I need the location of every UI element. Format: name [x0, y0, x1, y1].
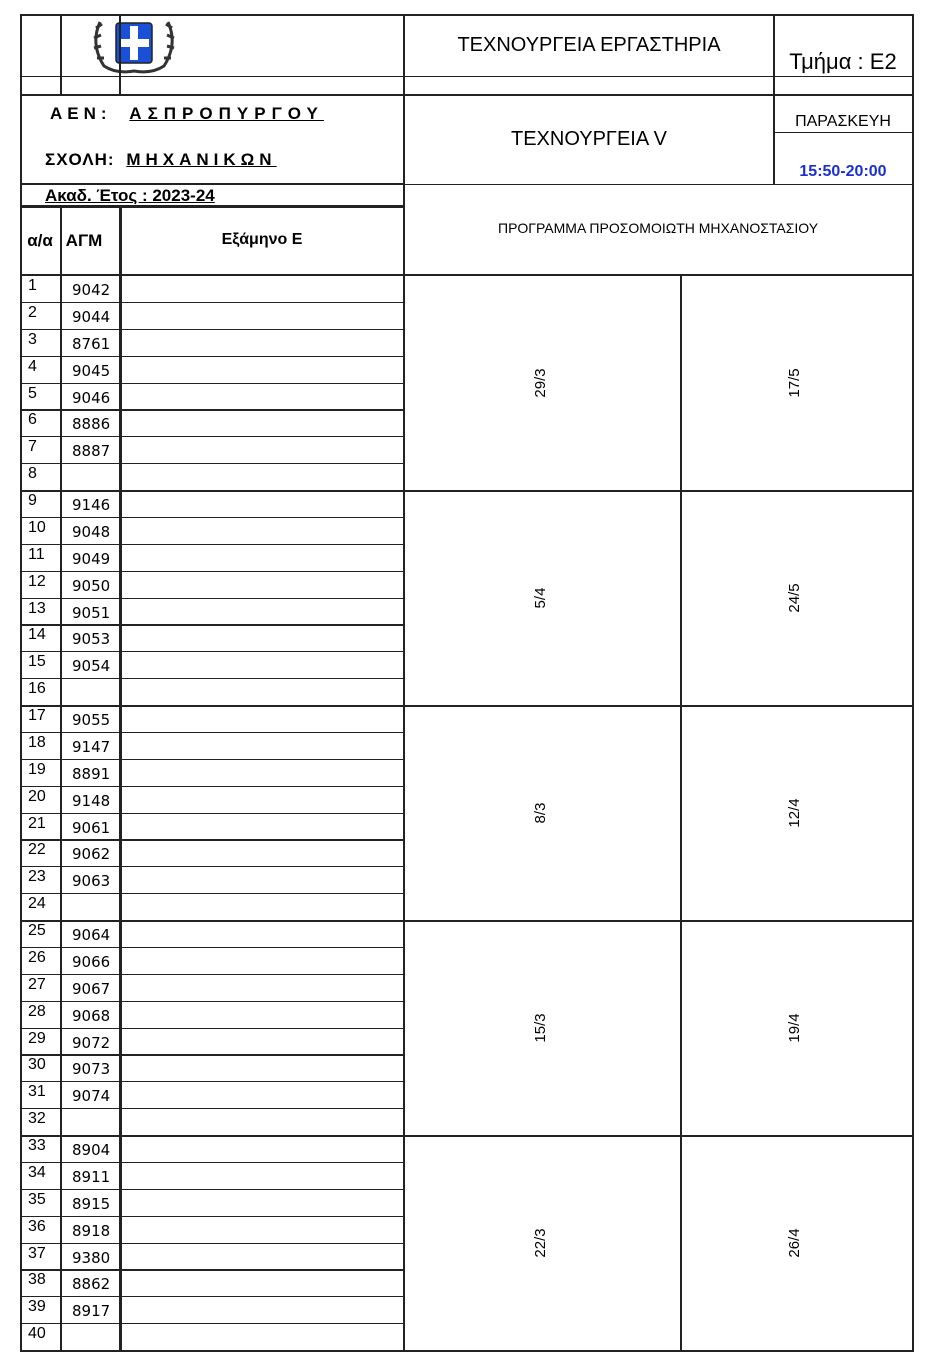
row-index: 5: [28, 384, 37, 402]
row-agm: 8891: [72, 764, 111, 783]
academic-year: Ακαδ. Έτος : 2023-24: [45, 186, 215, 205]
table-row: [20, 383, 403, 410]
table-row: [20, 1243, 403, 1270]
table-row: [20, 839, 403, 866]
row-index: 18: [28, 733, 46, 751]
row-index: 7: [28, 438, 37, 456]
row-agm: 9063: [72, 872, 111, 891]
school-label: [45, 150, 277, 170]
row-index: 23: [28, 868, 46, 886]
row-agm: 9054: [72, 657, 111, 676]
row-agm: 9049: [72, 549, 111, 568]
col-header-index: α/α: [27, 231, 53, 250]
group-date-1: 8/3: [531, 802, 549, 823]
group-date-1: 5/4: [531, 587, 549, 608]
table-row: [20, 786, 403, 813]
row-index: 24: [28, 895, 46, 913]
row-agm: 9146: [72, 496, 111, 514]
row-index: 10: [28, 518, 46, 536]
grid-vline: [60, 14, 62, 94]
frame-right: [912, 14, 914, 1350]
table-row: [20, 1135, 403, 1162]
table-row: [20, 490, 403, 517]
row-agm: 8915: [72, 1194, 111, 1213]
group-date-1: 22/3: [531, 1227, 549, 1258]
row-index: 1: [28, 277, 37, 294]
row-index: 31: [28, 1083, 46, 1101]
table-row: [20, 409, 403, 436]
row-index: 35: [28, 1190, 46, 1208]
table-row: [20, 1054, 403, 1081]
table-row: [20, 356, 403, 383]
school-name: ΜΗΧΑΝΙΚΩΝ: [126, 150, 277, 169]
row-index: 38: [28, 1271, 46, 1289]
row-agm: 8887: [72, 442, 111, 461]
course-title: ΤΕΧΝΟΥΡΓΕΙΑ V: [511, 128, 667, 150]
row-agm: 9147: [72, 737, 111, 756]
section-label: Τμήμα : Ε2: [789, 49, 897, 74]
group-date-2: 26/4: [786, 1227, 803, 1258]
table-row: [20, 1296, 403, 1323]
table-row: [20, 598, 403, 625]
table-row: [20, 1269, 403, 1296]
row-index: 11: [28, 545, 45, 563]
row-index: 15: [28, 653, 46, 671]
group-date-2: 19/4: [786, 1012, 803, 1043]
table-row: [20, 813, 403, 840]
row-index: 6: [28, 411, 37, 429]
grid-hline: [20, 94, 912, 96]
table-row: [20, 1001, 403, 1028]
row-agm: 8917: [72, 1302, 111, 1321]
col-header-semester: Εξάμηνο Ε: [221, 231, 303, 248]
grid-hline: [403, 184, 912, 185]
row-index: 9: [28, 492, 37, 509]
academy-label: [50, 104, 324, 124]
table-row: [20, 1216, 403, 1243]
grid-vline: [119, 14, 121, 94]
group-date-2: 24/5: [786, 582, 803, 613]
row-agm: 8904: [72, 1141, 111, 1159]
row-index: 2: [28, 303, 37, 321]
row-index: 12: [28, 572, 46, 590]
year-underline: [20, 205, 403, 208]
row-agm: 8918: [72, 1221, 111, 1240]
row-agm: 9062: [72, 845, 111, 864]
page-title: ΤΕΧΝΟΥΡΓΕΙΑ ΕΡΓΑΣΤΗΡΙΑ: [457, 34, 721, 56]
col-header-agm: ΑΓΜ: [65, 231, 103, 250]
table-row: [20, 732, 403, 759]
table-row: [20, 517, 403, 544]
row-index: 26: [28, 948, 46, 966]
row-agm: 8911: [72, 1167, 111, 1186]
group-date-2: 12/4: [786, 797, 803, 828]
table-row: [20, 1028, 403, 1055]
table-row: [20, 436, 403, 463]
table-row: [20, 705, 403, 732]
table-row: [20, 866, 403, 893]
table-row: [20, 1189, 403, 1216]
row-agm: 9061: [72, 818, 111, 837]
row-index: 21: [28, 814, 46, 832]
row-agm: 9050: [72, 576, 111, 595]
group-date-1: 29/3: [531, 367, 549, 398]
frame-bottom: [20, 1350, 914, 1352]
table-row: [20, 759, 403, 786]
row-agm: 9044: [72, 307, 111, 326]
row-agm: 9048: [72, 522, 111, 541]
row-index: 4: [28, 357, 37, 375]
table-row: [20, 463, 403, 490]
table-row: [20, 302, 403, 329]
row-index: 32: [28, 1110, 46, 1128]
greek-coat-of-arms-icon: [86, 14, 182, 74]
table-row: [20, 1162, 403, 1189]
row-agm: 9380: [72, 1248, 111, 1267]
row-agm: 9042: [72, 281, 111, 299]
row-agm: 9148: [72, 791, 111, 810]
row-agm: 9068: [72, 1006, 111, 1025]
row-index: 39: [28, 1298, 46, 1316]
table-row: [20, 974, 403, 1001]
row-agm: 9074: [72, 1087, 111, 1106]
row-index: 22: [28, 841, 46, 859]
table-row: [20, 275, 403, 302]
table-row: [20, 678, 403, 705]
grid-hline: [20, 183, 403, 185]
row-agm: 9073: [72, 1060, 111, 1079]
academy-label-text: ΑΕΝ:: [50, 104, 112, 123]
row-index: 27: [28, 975, 46, 993]
table-row: [20, 544, 403, 571]
table-row: [20, 947, 403, 974]
day-label: ΠΑΡΑΣΚΕΥΗ: [795, 113, 891, 130]
row-agm: 8886: [72, 415, 111, 434]
emblem: [86, 14, 182, 74]
row-agm: 9067: [72, 979, 111, 998]
academy-name: ΑΣΠΡΟΠΥΡΓΟΥ: [129, 104, 324, 123]
grid-vline: [680, 275, 682, 1350]
row-index: 30: [28, 1056, 46, 1074]
row-agm: 9064: [72, 926, 111, 944]
row-agm: 8761: [72, 334, 111, 353]
table-row: [20, 1323, 403, 1350]
grid-vline: [403, 14, 405, 1350]
table-row: [20, 329, 403, 356]
school-label-text: ΣΧΟΛΗ:: [45, 150, 115, 169]
grid-vline: [119, 205, 122, 275]
row-agm: 9046: [72, 388, 111, 407]
row-index: 19: [28, 760, 46, 778]
group-date-1: 15/3: [531, 1012, 549, 1043]
grid-hline: [773, 132, 912, 133]
table-row: [20, 920, 403, 947]
grid-hline: [20, 76, 912, 77]
frame-top: [20, 14, 912, 16]
row-agm: 9072: [72, 1033, 111, 1052]
row-index: 17: [28, 707, 46, 724]
row-index: 29: [28, 1029, 46, 1047]
row-index: 37: [28, 1244, 46, 1262]
row-index: 20: [28, 787, 46, 805]
program-title: ΠΡΟΓΡΑΜΜΑ ΠΡΟΣΟΜΟΙΩΤΗ ΜΗΧΑΝΟΣΤΑΣΙΟΥ: [497, 220, 819, 236]
row-index: 8: [28, 465, 37, 483]
time-label: 15:50-20:00: [799, 163, 887, 180]
grid-vline: [773, 14, 775, 184]
row-index: 14: [28, 626, 46, 644]
row-index: 3: [28, 330, 37, 348]
row-agm: 9045: [72, 361, 111, 380]
row-agm: 8862: [72, 1275, 111, 1294]
table-row: [20, 624, 403, 651]
table-row: [20, 1108, 403, 1135]
row-agm: 9066: [72, 952, 111, 971]
row-index: 28: [28, 1002, 46, 1020]
row-index: 34: [28, 1163, 46, 1181]
row-index: 25: [28, 922, 46, 939]
table-row: [20, 571, 403, 598]
row-agm: 9053: [72, 630, 111, 649]
row-agm: 9055: [72, 711, 111, 729]
row-index: 40: [28, 1325, 46, 1343]
group-date-2: 17/5: [786, 367, 803, 398]
table-row: [20, 1081, 403, 1108]
row-index: 36: [28, 1217, 46, 1235]
row-index: 16: [28, 680, 46, 698]
row-agm: 9051: [72, 603, 111, 622]
row-index: 33: [28, 1137, 46, 1154]
row-index: 13: [28, 599, 46, 617]
table-row: [20, 893, 403, 920]
table-row: [20, 651, 403, 678]
